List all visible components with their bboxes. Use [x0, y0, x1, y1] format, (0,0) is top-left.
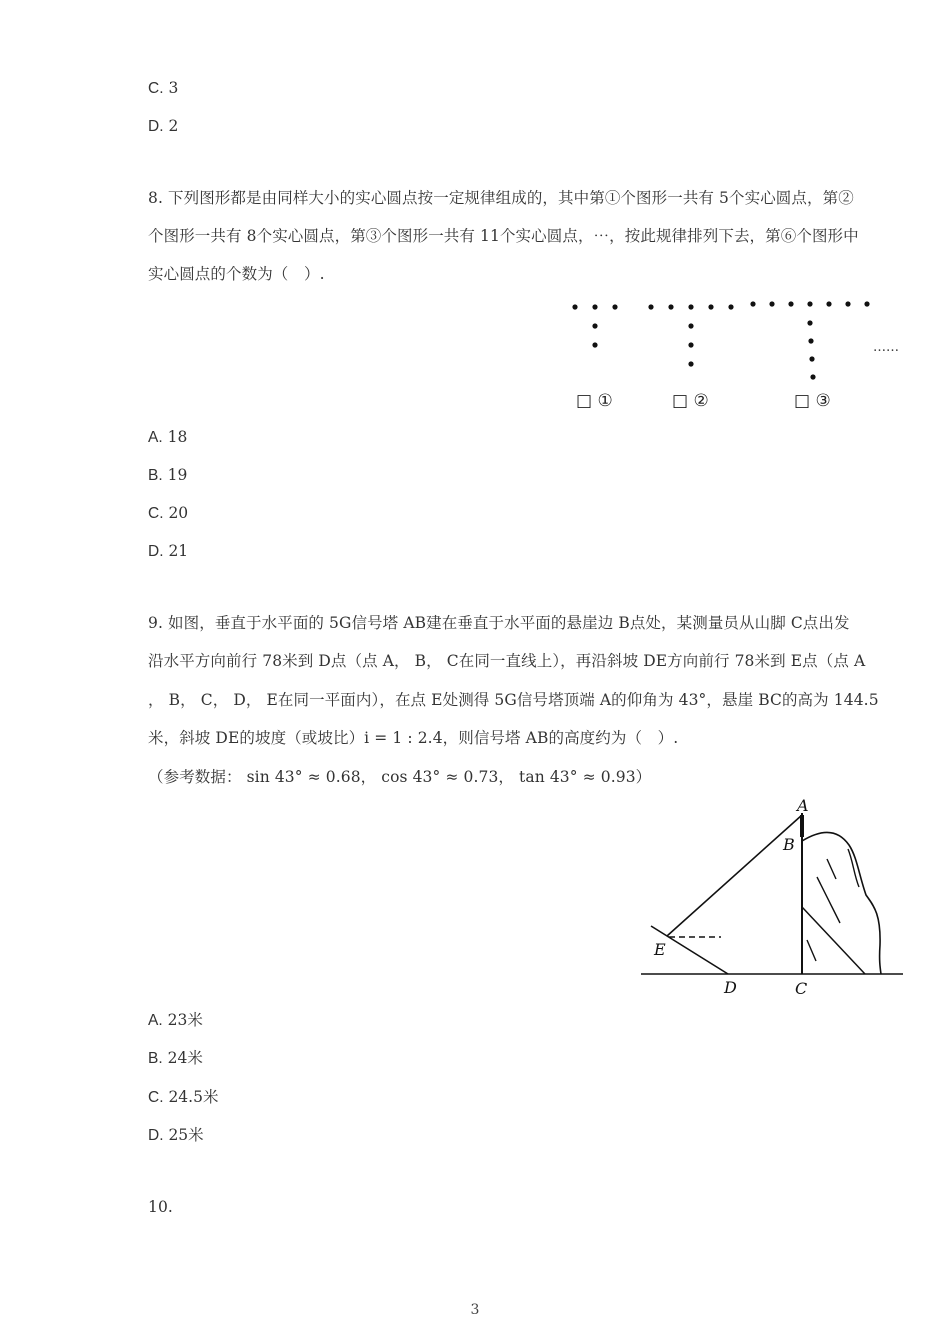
dot — [688, 323, 693, 328]
dot — [648, 304, 653, 309]
option-value: 21 — [168, 542, 189, 560]
option-value: 18 — [167, 428, 188, 446]
option-label: C. — [148, 1089, 164, 1106]
q8-option-b — [148, 465, 187, 486]
pattern-1-label: □ ① — [576, 391, 613, 411]
option-label: D. — [148, 1127, 164, 1144]
q8-text-line-1: 8. 下列图形都是由同样大小的实心圆点按一定规律组成的，其中第①个图形一共有 5个实心圆点，第② — [148, 189, 854, 207]
dot — [810, 374, 815, 379]
q8-option-c — [148, 503, 188, 524]
label-e: E — [654, 940, 666, 959]
dot — [592, 304, 597, 309]
ellipsis-text: …… — [873, 340, 899, 355]
cliff-outline — [802, 832, 881, 974]
option-label: A. — [148, 429, 163, 446]
q8-option-a — [148, 427, 187, 448]
option-label: D. — [148, 118, 164, 135]
q9-tower-cliff-figure — [635, 795, 910, 1005]
cliff-hatch — [807, 940, 816, 961]
option-value: 3 — [168, 79, 179, 97]
dot — [808, 338, 813, 343]
q8-text-line-3: 实心圆点的个数为（ ）. — [148, 265, 325, 283]
q8-option-d — [148, 541, 188, 562]
dot — [807, 320, 812, 325]
label-a: A — [797, 796, 809, 815]
option-label: B. — [148, 1050, 163, 1067]
q10-number: 10. — [148, 1198, 173, 1216]
q9-text-line-1: 9. 如图，垂直于水平面的 5G信号塔 AB建在垂直于水平面的悬崖边 B点处，某测量员从山脚 C点出发 — [148, 614, 850, 632]
label-b: B — [783, 835, 795, 854]
option-label: D. — [148, 543, 164, 560]
q9-reference-data: （参考数据： sin 43° ≈ 0.68， cos 43° ≈ 0.73， tan 43° ≈ 0.93） — [148, 768, 652, 786]
dot — [807, 301, 812, 306]
dot — [864, 301, 869, 306]
dot — [809, 356, 814, 361]
q8-dot-pattern-figure — [560, 290, 910, 415]
q9-option-c — [148, 1087, 218, 1108]
q7-option-d — [148, 116, 178, 137]
dot — [688, 361, 693, 366]
option-label: C. — [148, 505, 164, 522]
option-value: 20 — [168, 504, 189, 522]
dot — [688, 304, 693, 309]
label-d: D — [724, 978, 737, 997]
dot — [769, 301, 774, 306]
cliff-hatch — [802, 907, 865, 974]
dot — [612, 304, 617, 309]
pattern-3-dots — [750, 301, 869, 379]
q8-text-line-2: 个图形一共有 8个实心圆点，第③个图形一共有 11个实心圆点，⋯，按此规律排列下去，第⑥个图形中 — [148, 227, 859, 245]
q9-option-d — [148, 1125, 204, 1146]
dot — [728, 304, 733, 309]
option-value: 24米 — [167, 1049, 203, 1067]
dot — [688, 342, 693, 347]
page-number: 3 — [470, 1302, 480, 1318]
option-value: 24.5米 — [168, 1088, 219, 1106]
option-label: C. — [148, 80, 164, 97]
q9-text-line-2: 沿水平方向前行 78米到 D点（点 A， B， C在同一直线上），再沿斜坡 DE方向前行 78米到 E点（点 A — [148, 652, 866, 670]
q9-option-b — [148, 1048, 203, 1069]
option-label: A. — [148, 1012, 163, 1029]
dot — [788, 301, 793, 306]
dot — [826, 301, 831, 306]
dot — [668, 304, 673, 309]
dot — [592, 323, 597, 328]
q9-option-a — [148, 1010, 203, 1031]
dot — [750, 301, 755, 306]
dot — [845, 301, 850, 306]
q9-text-line-4: 米，斜坡 DE的坡度（或坡比）i = 1 : 2.4，则信号塔 AB的高度约为（ ）. — [148, 729, 679, 747]
dot — [592, 342, 597, 347]
label-c: C — [795, 979, 808, 998]
pattern-2-dots — [648, 304, 733, 366]
pattern-3-label: □ ③ — [794, 391, 831, 411]
dot — [708, 304, 713, 309]
pattern-2-label: □ ② — [672, 391, 709, 411]
sight-line — [667, 815, 802, 936]
q7-option-c — [148, 78, 178, 99]
cliff-hatch — [817, 877, 840, 923]
dot — [572, 304, 577, 309]
pattern-1-dots — [572, 304, 617, 347]
cliff-hatch — [827, 859, 836, 879]
option-value: 25米 — [168, 1126, 204, 1144]
option-value: 2 — [168, 117, 179, 135]
option-value: 19 — [167, 466, 188, 484]
option-value: 23米 — [167, 1011, 203, 1029]
q9-text-line-3: ， B， C， D， E在同一平面内），在点 E处测得 5G信号塔顶端 A的仰角为 43°，悬崖 BC的高为 144.5 — [148, 691, 879, 709]
option-label: B. — [148, 467, 163, 484]
